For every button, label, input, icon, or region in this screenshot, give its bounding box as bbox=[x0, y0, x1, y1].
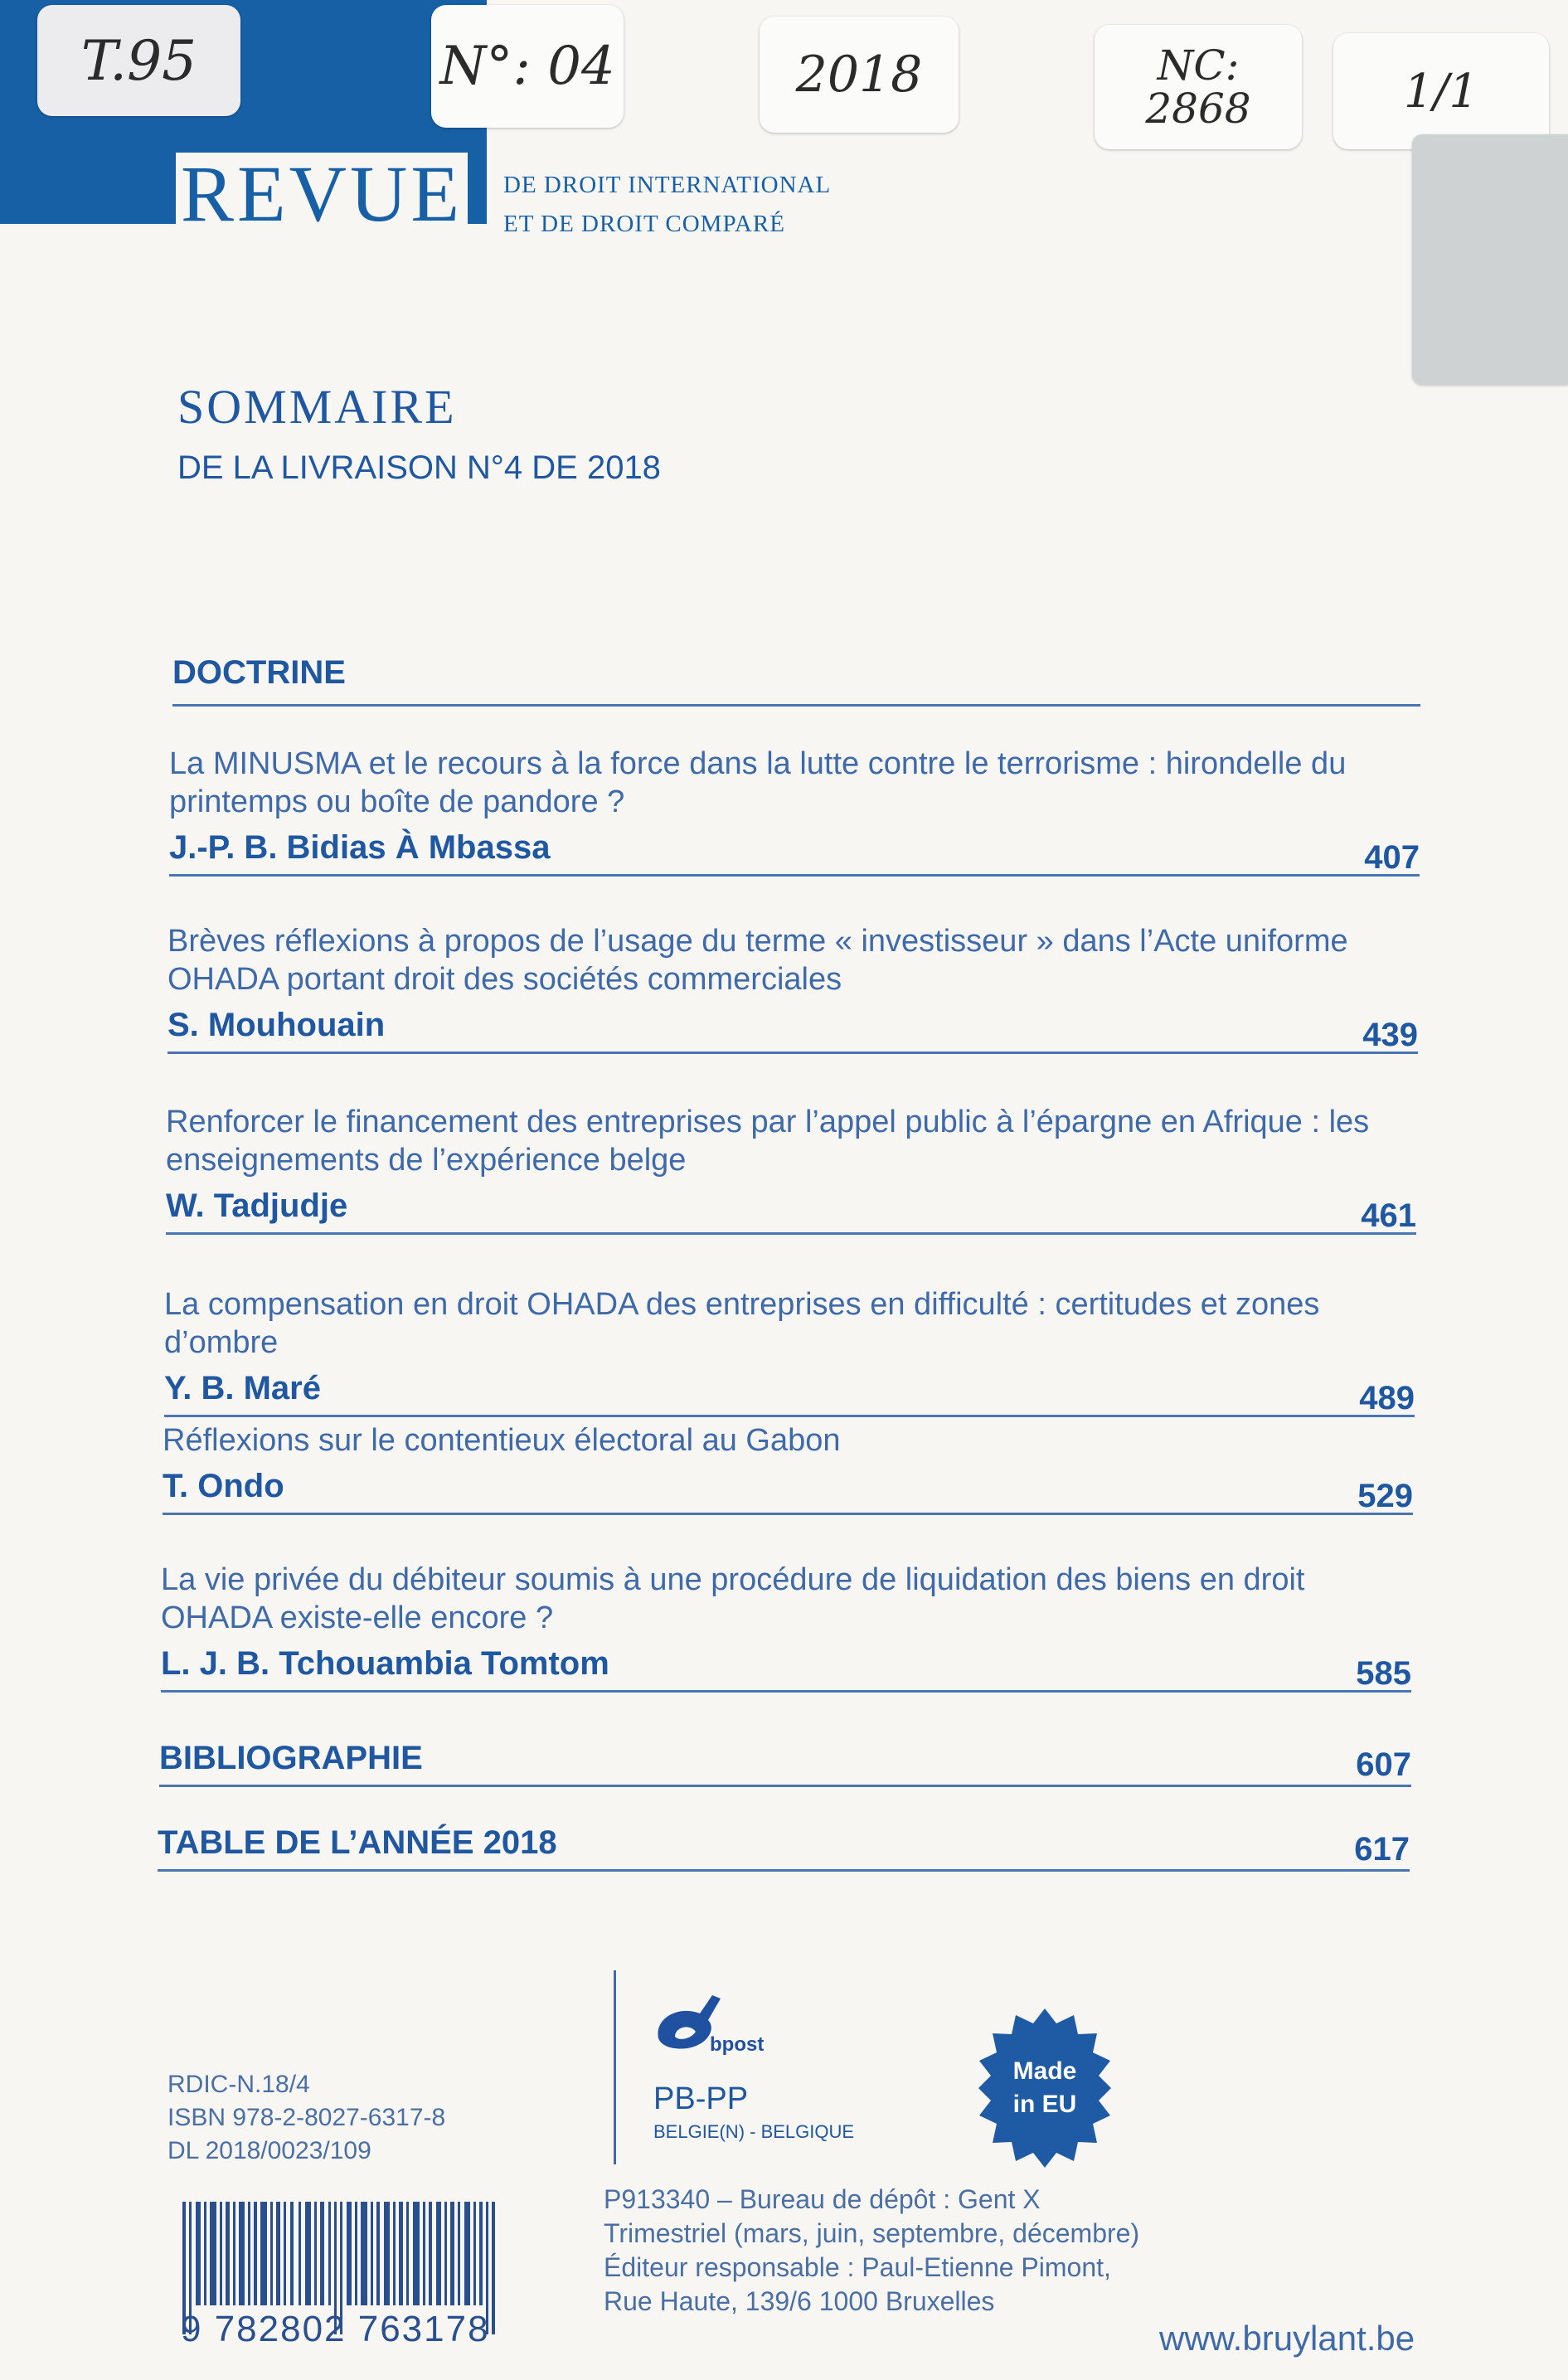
entry-title: Renforcer le financement des entreprises par l’appel public à l’épargne en Afrique : les enseignements de l’expérience belge bbox=[166, 1105, 1370, 1178]
entry-title: Brèves réflexions à propos de l’usage du terme « investisseur » dans l’Acte uniforme OHADA portant droit des sociétés commerciales bbox=[167, 924, 1348, 997]
sticker-number: N°: 04 bbox=[431, 5, 624, 128]
bibliographie-row bbox=[159, 1735, 1411, 1787]
entry-author: W. Tadjudje bbox=[166, 1188, 348, 1224]
entry-author-row bbox=[163, 1463, 1413, 1515]
postal-line1: P913340 – Bureau de dépôt : Gent X bbox=[604, 2184, 1041, 2214]
entry-author-row bbox=[169, 824, 1420, 877]
entry-author: Y. B. Maré bbox=[164, 1370, 321, 1406]
entry-page: 407 bbox=[1364, 839, 1420, 876]
made-in-eu-text bbox=[962, 2055, 1128, 2121]
toc-entry bbox=[167, 922, 1418, 1054]
entry-author-row bbox=[167, 1002, 1418, 1054]
entry-page: 529 bbox=[1357, 1478, 1413, 1514]
toc-entry bbox=[169, 745, 1420, 877]
postal-info bbox=[604, 2183, 1139, 2319]
journal-subtitle-line2: ET DE DROIT COMPARÉ bbox=[503, 211, 785, 237]
sommaire-subtitle: DE LA LIVRAISON N°4 DE 2018 bbox=[177, 449, 661, 486]
entry-author: T. Ondo bbox=[163, 1468, 284, 1504]
toc-entry bbox=[161, 1561, 1411, 1693]
meta-isbn: ISBN 978-2-8027-6317-8 bbox=[167, 2104, 446, 2131]
meta-dl: DL 2018/0023/109 bbox=[167, 2137, 371, 2164]
postal-divider bbox=[614, 1970, 616, 2164]
doctrine-label: DOCTRINE bbox=[172, 654, 346, 691]
sticker-year: 2018 bbox=[760, 17, 959, 133]
entry-author-row bbox=[164, 1365, 1415, 1417]
bpost-label: bpost bbox=[710, 2033, 765, 2056]
postal-line4: Rue Haute, 139/6 1000 Bruxelles bbox=[604, 2286, 995, 2316]
toc-entry bbox=[166, 1103, 1416, 1235]
belgie-label: BELGIE(N) - BELGIQUE bbox=[653, 2121, 855, 2142]
badge-line2: in EU bbox=[1012, 2091, 1077, 2118]
sticker-nc-label: NC: bbox=[1157, 41, 1240, 90]
entry-author: L. J. B. Tchouambia Tomtom bbox=[161, 1645, 609, 1682]
journal-subtitle bbox=[503, 166, 831, 244]
pb-pp-label: PB-PP bbox=[653, 2081, 749, 2116]
entry-page: 439 bbox=[1362, 1017, 1418, 1053]
postal-line2: Trimestriel (mars, juin, septembre, décembre) bbox=[604, 2218, 1140, 2248]
sticker-nc-value: 2868 bbox=[1145, 85, 1251, 133]
bibliographie-label: BIBLIOGRAPHIE bbox=[159, 1740, 423, 1776]
sticker-count: 1/1 bbox=[1333, 33, 1549, 149]
publisher-website: www.bruylant.be bbox=[1159, 2319, 1415, 2358]
toc-entry bbox=[163, 1421, 1413, 1515]
entry-title: Réflexions sur le contentieux électoral au Gabon bbox=[163, 1423, 841, 1458]
entry-author-row bbox=[161, 1640, 1411, 1693]
entry-page: 489 bbox=[1359, 1380, 1415, 1416]
table-annee-row bbox=[158, 1819, 1410, 1872]
sommaire-title: SOMMAIRE bbox=[177, 380, 457, 434]
entry-author: S. Mouhouain bbox=[167, 1007, 386, 1043]
entry-title: La vie privée du débiteur soumis à une procédure de liquidation des biens en droit OHADA existe-elle encore ? bbox=[161, 1562, 1305, 1635]
table-annee-label: TABLE DE L’ANNÉE 2018 bbox=[158, 1824, 557, 1861]
publication-meta bbox=[167, 2068, 445, 2168]
journal-subtitle-line1: DE DROIT INTERNATIONAL bbox=[503, 172, 832, 198]
entry-author-row bbox=[166, 1183, 1416, 1235]
grey-sticker bbox=[1412, 134, 1568, 385]
meta-ref: RDIC-N.18/4 bbox=[167, 2071, 310, 2098]
doctrine-heading bbox=[172, 649, 1420, 707]
sticker-nc bbox=[1095, 25, 1302, 149]
entry-author: J.-P. B. Bidias À Mbassa bbox=[169, 829, 551, 866]
postal-line3: Éditeur responsable : Paul-Etienne Pimont, bbox=[604, 2252, 1111, 2282]
toc-entry bbox=[164, 1285, 1415, 1417]
bibliographie-page: 607 bbox=[1356, 1746, 1411, 1783]
badge-line1: Made bbox=[1012, 2057, 1077, 2085]
entry-title: La compensation en droit OHADA des entreprises en difficulté : certitudes et zones d’ombre bbox=[164, 1287, 1320, 1360]
barcode-digits: 9 782802 763178 bbox=[181, 2309, 490, 2349]
entry-page: 461 bbox=[1361, 1197, 1416, 1234]
sticker-volume: T.95 bbox=[37, 5, 240, 116]
table-annee-page: 617 bbox=[1354, 1831, 1410, 1868]
journal-title: REVUE bbox=[176, 153, 468, 236]
entry-page: 585 bbox=[1356, 1655, 1411, 1692]
entry-title: La MINUSMA et le recours à la force dans la lutte contre le terrorisme : hirondelle du printemps ou boîte de pandore ? bbox=[169, 746, 1347, 819]
